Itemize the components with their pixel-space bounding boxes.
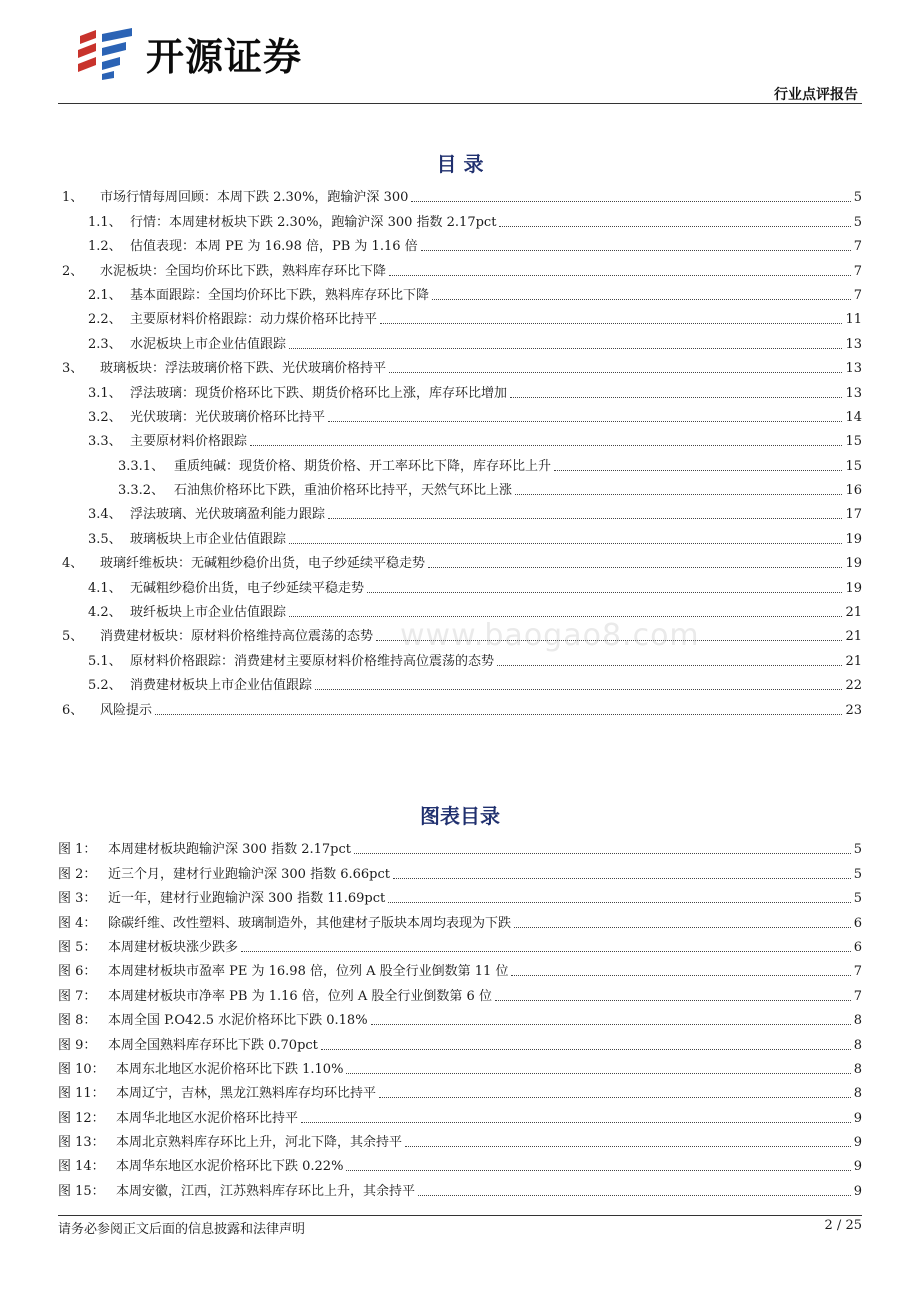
figure-entry-title: 本周华北地区水泥价格环比持平 [116, 1110, 299, 1126]
dot-leader [499, 226, 850, 227]
dot-leader [495, 1000, 851, 1001]
toc-entry-title: 光伏玻璃：光伏玻璃价格环比持平 [130, 409, 326, 425]
table-of-contents [58, 182, 862, 719]
toc-entry-number: 2.1、 [88, 287, 122, 303]
brand-logo [74, 26, 302, 81]
toc-entry-title: 主要原材料价格跟踪：动力煤价格环比持平 [130, 312, 378, 328]
figure-entry-page: 8 [853, 1086, 862, 1102]
toc-entry-page: 15 [845, 434, 862, 450]
dot-leader [328, 518, 842, 519]
toc-entry-page: 13 [845, 336, 862, 352]
figure-entry-page: 9 [853, 1183, 862, 1199]
logo-mark-icon [74, 28, 136, 80]
figure-entry-number: 图 11： [58, 1086, 105, 1102]
figure-entry[interactable] [58, 932, 862, 956]
toc-entry-number: 1、 [62, 190, 84, 206]
page-header [0, 0, 920, 106]
figure-entry-title: 本周建材板块市盈率 PE 为 16.98 倍，位列 A 股全行业倒数第 11 位 [108, 964, 509, 980]
figure-entry[interactable] [58, 1102, 862, 1126]
dot-leader [346, 1170, 850, 1171]
toc-entry-page: 17 [845, 507, 862, 523]
figure-entry-number: 图 4： [58, 915, 97, 931]
figure-entry[interactable] [58, 907, 862, 931]
figure-entry-number: 图 13： [58, 1135, 105, 1151]
toc-heading: 目 录 [436, 152, 484, 176]
toc-entry-number: 2.3、 [88, 336, 122, 352]
toc-entry[interactable] [58, 231, 862, 255]
toc-entry-number: 5.1、 [88, 653, 122, 669]
dot-leader [432, 299, 851, 300]
toc-entry-page: 7 [853, 263, 862, 279]
footer-disclaimer: 请务必参阅正文后面的信息披露和法律声明 [58, 1222, 306, 1237]
toc-entry[interactable] [58, 206, 862, 230]
dot-leader [405, 1146, 851, 1147]
toc-entry-number: 3、 [62, 361, 84, 377]
report-type-label: 行业点评报告 [774, 87, 858, 103]
figure-entry-number: 图 12： [58, 1110, 105, 1126]
dot-leader [554, 470, 842, 471]
dot-leader [421, 250, 851, 251]
toc-entry-number: 4、 [62, 556, 84, 572]
toc-entry-page: 19 [845, 556, 862, 572]
toc-entry-title: 估值表现：本周 PE 为 16.98 倍，PB 为 1.16 倍 [130, 239, 418, 255]
toc-entry-page: 13 [845, 385, 862, 401]
figure-entry[interactable] [58, 883, 862, 907]
toc-entry-title: 浮法玻璃、光伏玻璃盈利能力跟踪 [130, 507, 326, 523]
figure-entry-title: 近一年，建材行业跑输沪深 300 指数 11.69pct [108, 891, 386, 907]
toc-entry-page: 15 [845, 458, 862, 474]
dot-leader [379, 1097, 851, 1098]
toc-entry-page: 19 [845, 580, 862, 596]
dot-leader [241, 951, 851, 952]
brand-name: 开源证券 [146, 35, 303, 79]
toc-entry[interactable] [58, 645, 862, 669]
figure-entry-title: 除碳纤维、改性塑料、玻璃制造外，其他建材子版块本周均表现为下跌 [108, 915, 512, 931]
toc-entry-number: 3.3.1、 [118, 458, 165, 474]
figure-entry-page: 8 [853, 1037, 862, 1053]
toc-entry-title: 主要原材料价格跟踪 [130, 434, 248, 450]
toc-entry[interactable] [58, 670, 862, 694]
toc-entry[interactable] [58, 182, 862, 206]
toc-entry-page: 23 [845, 702, 862, 718]
dot-leader [346, 1073, 850, 1074]
header-divider [58, 103, 862, 104]
toc-entry-number: 4.1、 [88, 580, 122, 596]
dot-leader [389, 275, 851, 276]
toc-entry-title: 浮法玻璃：现货价格环比下跌、期货价格环比上涨，库存环比增加 [130, 385, 508, 401]
figure-entry-title: 本周华东地区水泥价格环比下跌 0.22% [116, 1159, 344, 1175]
figure-entry-number: 图 6： [58, 964, 97, 980]
dot-leader [328, 421, 842, 422]
toc-entry-number: 3.4、 [88, 507, 122, 523]
figure-entry-number: 图 14： [58, 1159, 105, 1175]
toc-entry-title: 风险提示 [100, 702, 153, 718]
footer-divider [58, 1215, 862, 1216]
figure-entry[interactable] [58, 980, 862, 1004]
figure-entry-number: 图 1： [58, 842, 97, 858]
dot-leader [301, 1122, 851, 1123]
toc-entry[interactable] [58, 450, 862, 474]
figure-entry[interactable] [58, 1078, 862, 1102]
toc-entry-page: 5 [853, 214, 862, 230]
figure-entry-title: 本周安徽，江西，江苏熟料库存环比上升，其余持平 [116, 1183, 416, 1199]
dot-leader [497, 665, 842, 666]
dot-leader [289, 543, 842, 544]
toc-entry-title: 行情：本周建材板块下跌 2.30%，跑输沪深 300 指数 2.17pct [130, 214, 497, 230]
dot-leader [155, 714, 842, 715]
figure-entry-title: 本周建材板块市净率 PB 为 1.16 倍，位列 A 股全行业倒数第 6 位 [108, 988, 492, 1004]
toc-entry[interactable] [58, 523, 862, 547]
figure-entry-page: 5 [853, 866, 862, 882]
toc-entry-number: 3.3.2、 [118, 483, 165, 499]
toc-entry-number: 5.2、 [88, 678, 122, 694]
figure-entry-title: 本周辽宁，吉林，黑龙江熟料库存均环比持平 [116, 1086, 377, 1102]
toc-entry-title: 玻纤板块上市企业估值跟踪 [130, 605, 287, 621]
figure-entry-page: 9 [853, 1159, 862, 1175]
figure-entry-title: 本周全国熟料库存环比下跌 0.70pct [108, 1037, 318, 1053]
dot-leader [515, 494, 842, 495]
toc-entry-page: 21 [845, 653, 862, 669]
figure-entry-title: 本周建材板块跑输沪深 300 指数 2.17pct [108, 842, 351, 858]
toc-entry[interactable] [58, 694, 862, 718]
toc-entry[interactable] [58, 499, 862, 523]
figure-entry[interactable] [58, 834, 862, 858]
toc-entry-number: 3.5、 [88, 531, 122, 547]
dot-leader [389, 372, 842, 373]
figure-entry-page: 5 [853, 891, 862, 907]
figure-entry[interactable] [58, 1127, 862, 1151]
dot-leader [315, 689, 842, 690]
figure-entry[interactable] [58, 858, 862, 882]
toc-entry-title: 水泥板块上市企业估值跟踪 [130, 336, 287, 352]
figures-heading: 图表目录 [420, 804, 500, 828]
dot-leader [289, 348, 842, 349]
toc-entry-page: 22 [845, 678, 862, 694]
figure-entry-page: 9 [853, 1135, 862, 1151]
toc-entry[interactable] [58, 280, 862, 304]
toc-entry-page: 21 [845, 605, 862, 621]
figure-entry-number: 图 10： [58, 1061, 105, 1077]
toc-entry-number: 3.1、 [88, 385, 122, 401]
figure-entry-page: 8 [853, 1013, 862, 1029]
figure-entry-number: 图 8： [58, 1013, 97, 1029]
figure-entry[interactable] [58, 956, 862, 980]
page-number: 2 / 25 [824, 1218, 862, 1233]
dot-leader [367, 592, 842, 593]
toc-entry-page: 21 [845, 629, 862, 645]
toc-entry-page: 16 [845, 483, 862, 499]
toc-entry-title: 无碱粗纱稳价出货，电子纱延续平稳走势 [130, 580, 365, 596]
figure-entry[interactable] [58, 1151, 862, 1175]
dot-leader [393, 878, 851, 879]
toc-entry[interactable] [58, 597, 862, 621]
figure-entry-page: 5 [853, 842, 862, 858]
toc-entry-title: 基本面跟踪：全国均价环比下跌，熟料库存环比下降 [130, 287, 430, 303]
toc-entry-number: 3.3、 [88, 434, 122, 450]
toc-entry-page: 5 [853, 190, 862, 206]
toc-entry-title: 市场行情每周回顾：本周下跌 2.30%，跑输沪深 300 [100, 190, 409, 206]
figure-entry-page: 6 [853, 939, 862, 955]
toc-entry-title: 玻璃纤维板块：无碱粗纱稳价出货，电子纱延续平稳走势 [100, 556, 426, 572]
figure-entry-number: 图 9： [58, 1037, 97, 1053]
dot-leader [354, 853, 851, 854]
toc-entry-number: 6、 [62, 702, 84, 718]
toc-entry-number: 1.2、 [88, 239, 122, 255]
toc-entry[interactable] [58, 475, 862, 499]
toc-entry-page: 13 [845, 361, 862, 377]
toc-entry-number: 4.2、 [88, 605, 122, 621]
dot-leader [380, 323, 842, 324]
toc-entry-title: 玻璃板块：浮法玻璃价格下跌、光伏玻璃价格持平 [100, 361, 387, 377]
toc-entry[interactable] [58, 572, 862, 596]
toc-entry-page: 7 [853, 239, 862, 255]
figure-entry-number: 图 2： [58, 866, 97, 882]
dot-leader [418, 1195, 851, 1196]
figure-list [58, 834, 862, 1200]
toc-entry-title: 水泥板块：全国均价环比下跌，熟料库存环比下降 [100, 263, 387, 279]
figure-entry-page: 8 [853, 1061, 862, 1077]
toc-entry[interactable] [58, 621, 862, 645]
figure-entry-title: 本周全国 P.O42.5 水泥价格环比下跌 0.18% [108, 1013, 368, 1029]
toc-entry-title: 消费建材板块上市企业估值跟踪 [130, 678, 313, 694]
toc-entry[interactable] [58, 402, 862, 426]
toc-entry-title: 原材料价格跟踪：消费建材主要原材料价格维持高位震荡的态势 [130, 653, 495, 669]
dot-leader [289, 616, 842, 617]
toc-entry[interactable] [58, 328, 862, 352]
toc-entry-page: 11 [845, 312, 862, 328]
toc-entry[interactable] [58, 304, 862, 328]
toc-entry-number: 3.2、 [88, 409, 122, 425]
figure-entry-page: 6 [853, 915, 862, 931]
figure-entry[interactable] [58, 1054, 862, 1078]
toc-entry-page: 7 [853, 287, 862, 303]
dot-leader [411, 201, 850, 202]
figure-entry-title: 本周东北地区水泥价格环比下跌 1.10% [116, 1061, 344, 1077]
dot-leader [514, 927, 851, 928]
figure-entry-title: 近三个月，建材行业跑输沪深 300 指数 6.66pct [108, 866, 390, 882]
toc-entry-title: 消费建材板块：原材料价格维持高位震荡的态势 [100, 629, 374, 645]
toc-entry[interactable] [58, 377, 862, 401]
figure-entry-page: 9 [853, 1110, 862, 1126]
dot-leader [250, 445, 842, 446]
dot-leader [376, 640, 842, 641]
toc-entry-number: 1.1、 [88, 214, 122, 230]
toc-entry-title: 重质纯碱：现货价格、期货价格、开工率环比下降，库存环比上升 [174, 458, 552, 474]
figure-entry-title: 本周北京熟料库存环比上升，河北下降，其余持平 [116, 1135, 403, 1151]
figure-entry[interactable] [58, 1029, 862, 1053]
toc-entry-title: 石油焦价格环比下跌，重油价格环比持平，天然气环比上涨 [174, 483, 513, 499]
toc-entry-page: 14 [845, 409, 862, 425]
figure-entry-number: 图 3： [58, 891, 97, 907]
figure-entry-title: 本周建材板块涨少跌多 [108, 939, 239, 955]
figure-entry-number: 图 7： [58, 988, 97, 1004]
figure-entry[interactable] [58, 1175, 862, 1199]
toc-entry-number: 2.2、 [88, 312, 122, 328]
figure-entry-number: 图 5： [58, 939, 97, 955]
toc-entry-page: 19 [845, 531, 862, 547]
dot-leader [510, 397, 842, 398]
dot-leader [428, 567, 842, 568]
dot-leader [511, 975, 850, 976]
watermark: www.baogao8.com [400, 618, 700, 653]
toc-entry[interactable] [58, 255, 862, 279]
dot-leader [321, 1049, 851, 1050]
toc-entry[interactable] [58, 353, 862, 377]
toc-entry-title: 玻璃板块上市企业估值跟踪 [130, 531, 287, 547]
toc-entry-number: 2、 [62, 263, 84, 279]
toc-entry[interactable] [58, 426, 862, 450]
figure-entry-page: 7 [853, 964, 862, 980]
dot-leader [371, 1024, 851, 1025]
dot-leader [388, 902, 850, 903]
figure-entry[interactable] [58, 1005, 862, 1029]
toc-entry-number: 5、 [62, 629, 84, 645]
figure-entry-number: 图 15： [58, 1183, 105, 1199]
figure-entry-page: 7 [853, 988, 862, 1004]
toc-entry[interactable] [58, 548, 862, 572]
